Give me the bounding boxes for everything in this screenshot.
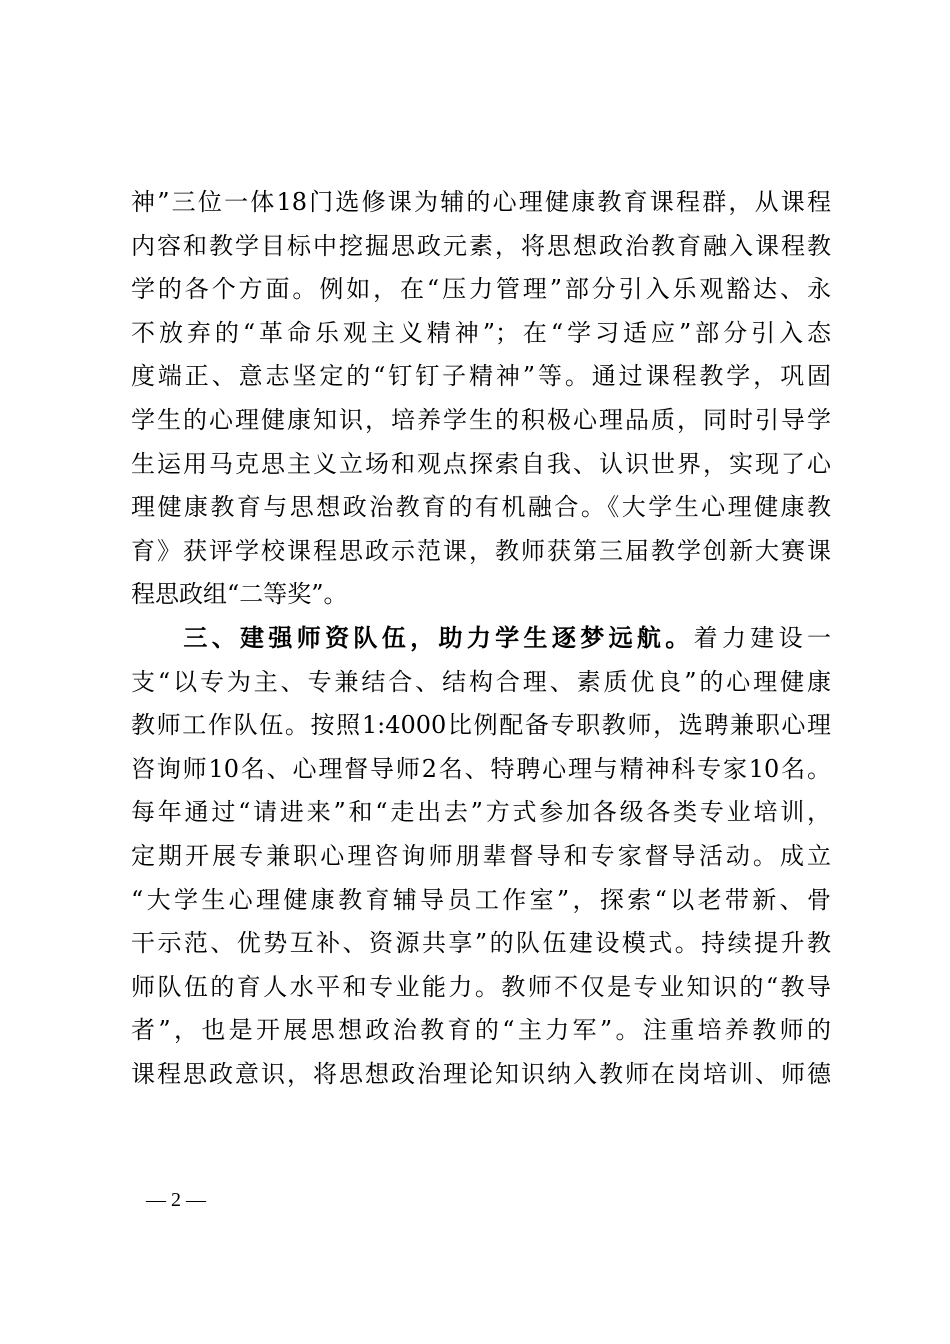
page-number: — 2 —: [146, 1189, 206, 1211]
text-line: 神”三位一体18门选修课为辅的心理健康教育课程群，从课程: [131, 188, 831, 216]
text-line: 课程思政意识，将思想政治理论知识纳入教师在岗培训、师德: [131, 1059, 831, 1088]
text-line: “大学生心理健康教育辅导员工作室”，探索“以老带新、骨: [131, 885, 831, 914]
text-line: 支“以专为主、专兼结合、结构合理、素质优良”的心理健康: [131, 667, 831, 696]
text-line: 定期开展专兼职心理咨询师朋辈督导和专家督导活动。成立: [131, 841, 831, 870]
text-line: 教师工作队伍。按照1:4000比例配备专职教师，选聘兼职心理: [131, 711, 831, 740]
text-line: 咨询师10名、心理督导师2名、特聘心理与精神科专家10名。: [131, 754, 831, 783]
text-line: 不放弃的“革命乐观主义精神”；在“学习适应”部分引入态: [131, 318, 831, 347]
text-line: 程思政组“二等奖”。: [131, 580, 348, 609]
text-line: 理健康教育与思想政治教育的有机融合。《大学生心理健康教: [131, 493, 831, 522]
text-span: 着力建设一: [693, 623, 832, 652]
body-text: [131, 181, 831, 1096]
paragraph-first-line: [131, 617, 831, 661]
text-line: 师队伍的育人水平和专业能力。教师不仅是专业知识的“教导: [131, 972, 831, 1001]
text-line: 者”，也是开展思想政治教育的“主力军”。注重培养教师的: [131, 1016, 831, 1045]
text-line: 育》获评学校课程思政示范课，教师获第三届教学创新大赛课: [131, 536, 831, 565]
text-line: 每年通过“请进来”和“走出去”方式参加各级各类专业培训，: [131, 798, 831, 827]
section-heading: 三、建强师资队伍，助力学生逐梦远航。: [179, 623, 694, 652]
text-line: 生运用马克思主义立场和观点探索自我、认识世界，实现了心: [131, 449, 831, 478]
text-line: 内容和教学目标中挖掘思政元素，将思想政治教育融入课程教: [131, 231, 831, 260]
text-line: 干示范、优势互补、资源共享”的队伍建设模式。持续提升教: [131, 929, 831, 958]
text-line: 学的各个方面。例如，在“压力管理”部分引入乐观豁达、永: [131, 275, 831, 304]
text-line: 度端正、意志坚定的“钉钉子精神”等。通过课程教学，巩固: [131, 362, 831, 391]
text-line: 学生的心理健康知识，培养学生的积极心理品质，同时引导学: [131, 405, 831, 434]
